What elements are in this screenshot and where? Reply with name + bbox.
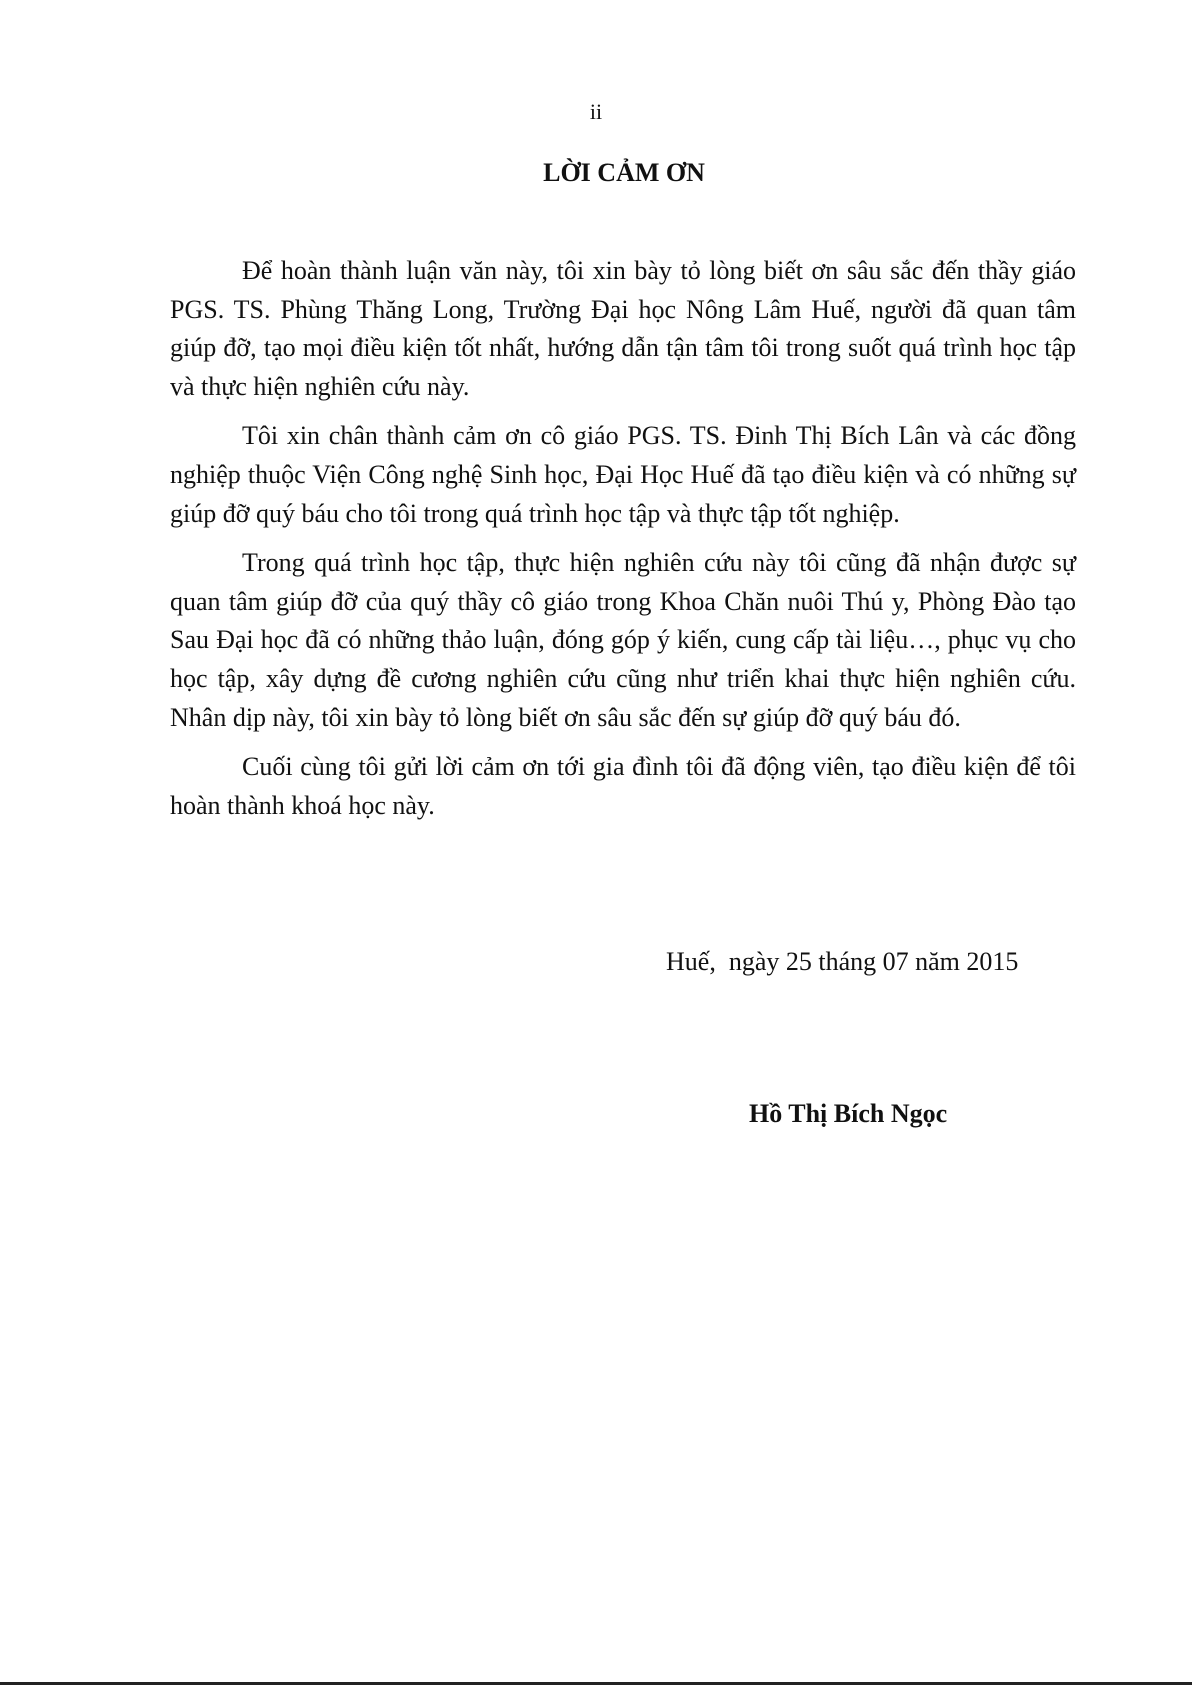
body-text [170, 252, 1076, 836]
paragraph-3: Trong quá trình học tập, thực hiện nghiên cứu này tôi cũng đã nhận được sự quan tâm giúp đỡ của quý thầy cô giáo trong Khoa Chăn nuôi Thú y, Phòng Đào tạo Sau Đại học đã có những thảo luận, đóng góp ý kiến, cung cấp tài liệu…, phục vụ cho học tập, xây dựng đề cương nghiên cứu cũng như triển khai thực hiện nghiên cứu. Nhân dịp này, tôi xin bày tỏ lòng biết ơn sâu sắc đến sự giúp đỡ quý báu đó. [170, 548, 1076, 732]
date-line: Huế, ngày 25 tháng 07 năm 2015 [666, 947, 1019, 976]
paragraph-2: Tôi xin chân thành cảm ơn cô giáo PGS. TS. Đinh Thị Bích Lân và các đồng nghiệp thuộc Viện Công nghệ Sinh học, Đại Học Huế đã tạo điều kiện và có những sự giúp đỡ quý báu cho tôi trong quá trình học tập và thực tập tốt nghiệp. [170, 421, 1076, 528]
page-number: ii [589, 99, 603, 124]
page-title: LỜI CẢM ƠN [543, 158, 705, 187]
paragraph-1: Để hoàn thành luận văn này, tôi xin bày tỏ lòng biết ơn sâu sắc đến thầy giáo PGS. TS. Phùng Thăng Long, Trường Đại học Nông Lâm Huế, người đã quan tâm giúp đỡ, tạo mọi điều kiện tốt nhất, hướng dẫn tận tâm tôi trong suốt quá trình học tập và thực hiện nghiên cứu này. [170, 256, 1076, 401]
signature-name: Hồ Thị Bích Ngọc [749, 1099, 948, 1128]
paragraph-4: Cuối cùng tôi gửi lời cảm ơn tới gia đình tôi đã động viên, tạo điều kiện để tôi hoàn thành khoá học này. [170, 752, 1076, 820]
